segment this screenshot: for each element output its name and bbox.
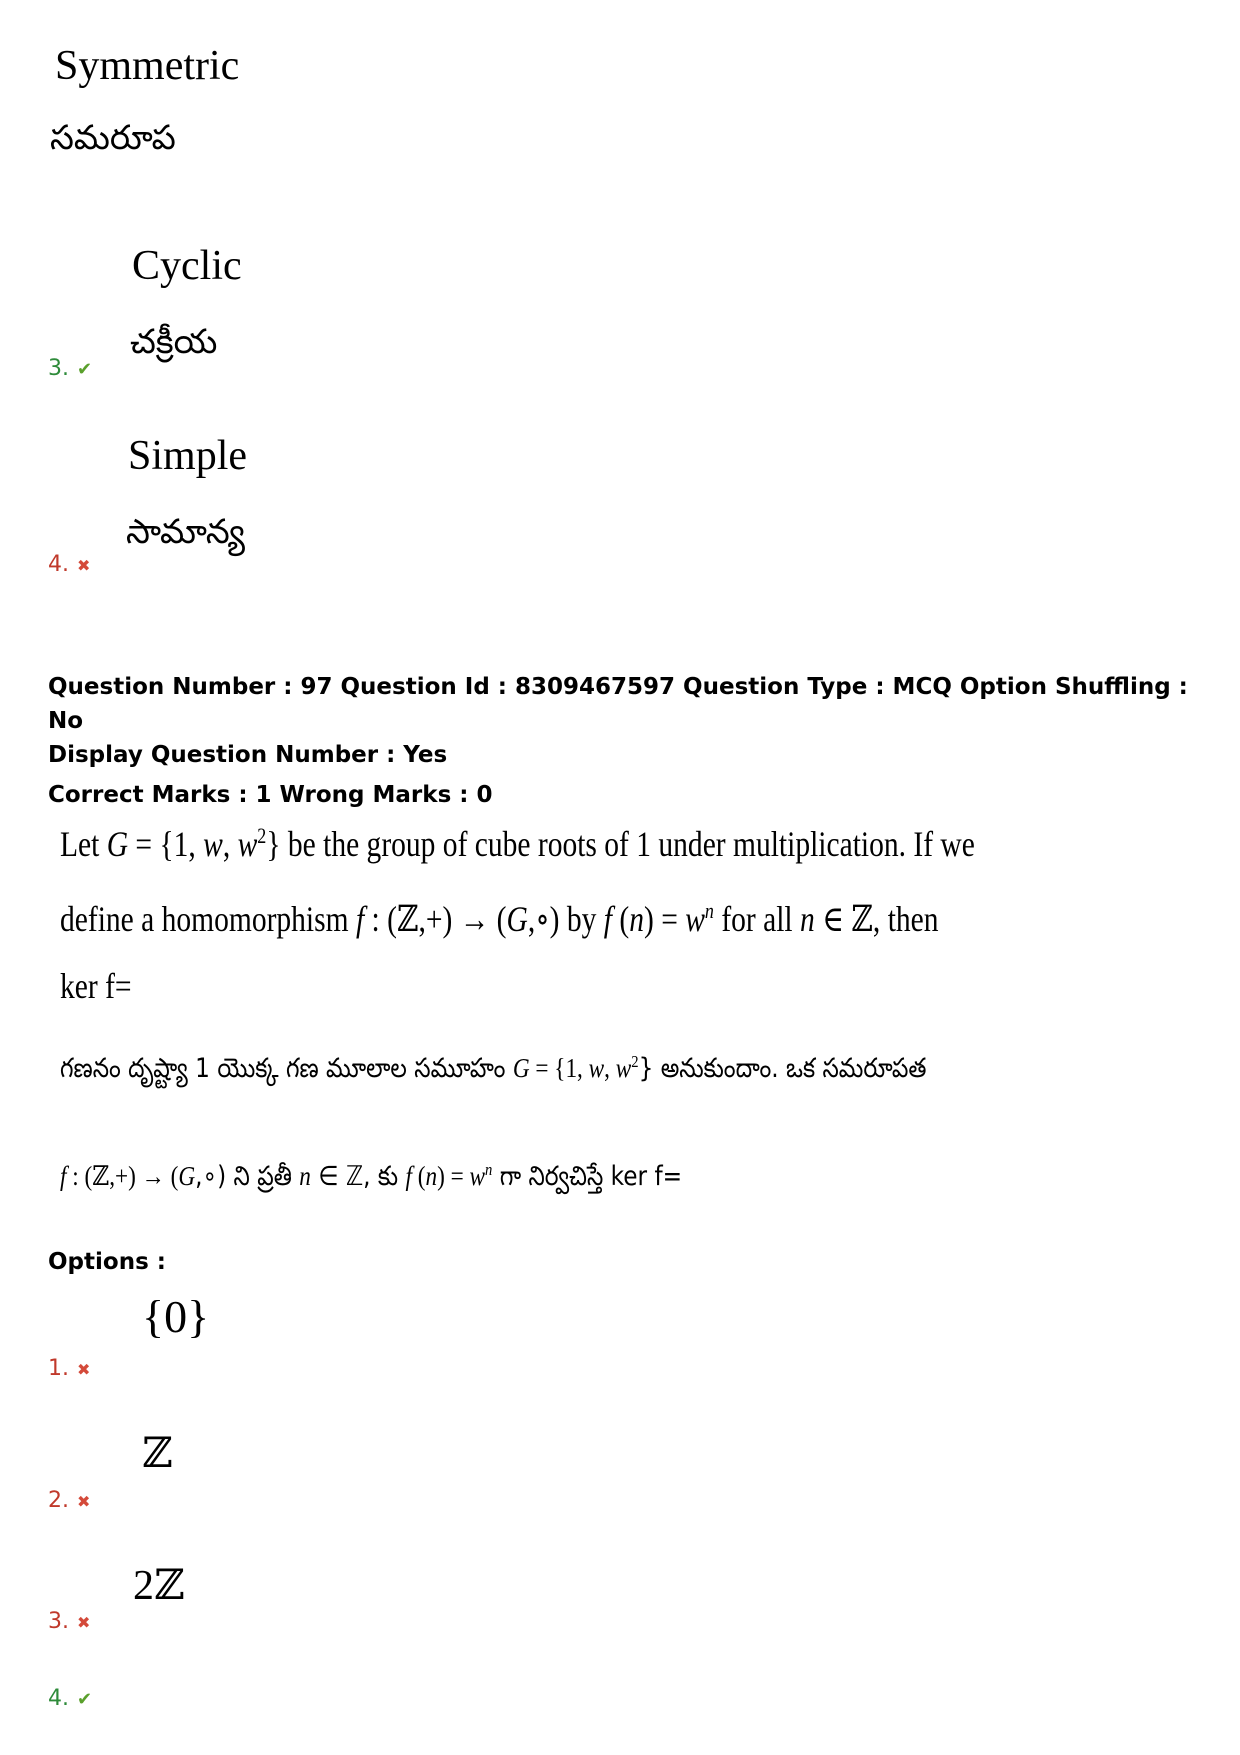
question-marks: Correct Marks : 1 Wrong Marks : 0	[48, 782, 493, 808]
cross-icon: ✖	[77, 1360, 91, 1379]
option1-number: 1.	[48, 1356, 69, 1381]
cross-icon: ✖	[77, 1492, 91, 1511]
question-en-line2: define a homomorphism f : (ℤ,+) → (G,∘) by f $(n) = w^n$ for all n ∈ ℤ, then	[60, 898, 939, 939]
prev-option3-en: Cyclic	[132, 243, 242, 289]
options-label: Options :	[48, 1249, 166, 1275]
question-te-line2: f : (ℤ,+) → (G,∘) ని ప్రతీ n ∈ ℤ, కు f $(n) = w^n$ గా నిర్వచిస్తే ker f=	[60, 1160, 683, 1192]
prev-option3-te: చక్రీయ	[130, 322, 218, 362]
check-icon: ✔	[77, 1689, 93, 1710]
cross-icon: ✖	[77, 1613, 91, 1632]
question-meta-line2: Display Question Number : Yes	[48, 742, 448, 768]
option2-marker	[48, 1488, 90, 1513]
prev-option4-number: 4.	[48, 552, 69, 577]
prev-option3-marker	[48, 356, 92, 381]
question-en-line3: ker f=	[60, 966, 132, 1006]
cross-icon: ✖	[77, 556, 91, 575]
option3-marker	[48, 1609, 90, 1634]
prev-option3-number: 3.	[48, 356, 69, 381]
option4-number: 4.	[48, 1686, 69, 1711]
question-meta	[48, 670, 1218, 812]
question-en-line1: Let G = {1, w, $w^2$} be the group of cube roots of 1 under multiplication. If we	[60, 823, 975, 864]
prev-option2-te: సమరూప	[50, 118, 176, 158]
option4-marker	[48, 1686, 92, 1711]
question-te-line1: గణనం దృష్ట్యా 1 యొక్క గణ మూలాల సమూహం G = {1, w, $w^2$} అనుకుందాం. ఒక సమరూపత	[60, 1052, 927, 1084]
question-meta-line1: Question Number : 97 Question Id : 8309467597 Question Type : MCQ Option Shuffling : No	[48, 674, 1188, 734]
option2-number: 2.	[48, 1488, 69, 1513]
option1-value: {0}	[142, 1291, 210, 1342]
prev-option4-marker	[48, 552, 90, 577]
prev-option2-en: Symmetric	[55, 43, 240, 89]
check-icon: ✔	[77, 359, 93, 380]
option3-value: 2ℤ	[133, 1563, 185, 1609]
prev-option4-te: సామాన్య	[126, 512, 245, 552]
option1-marker	[48, 1356, 90, 1381]
option3-number: 3.	[48, 1609, 69, 1634]
prev-option4-en: Simple	[128, 433, 248, 479]
option2-value: ℤ	[142, 1431, 173, 1477]
